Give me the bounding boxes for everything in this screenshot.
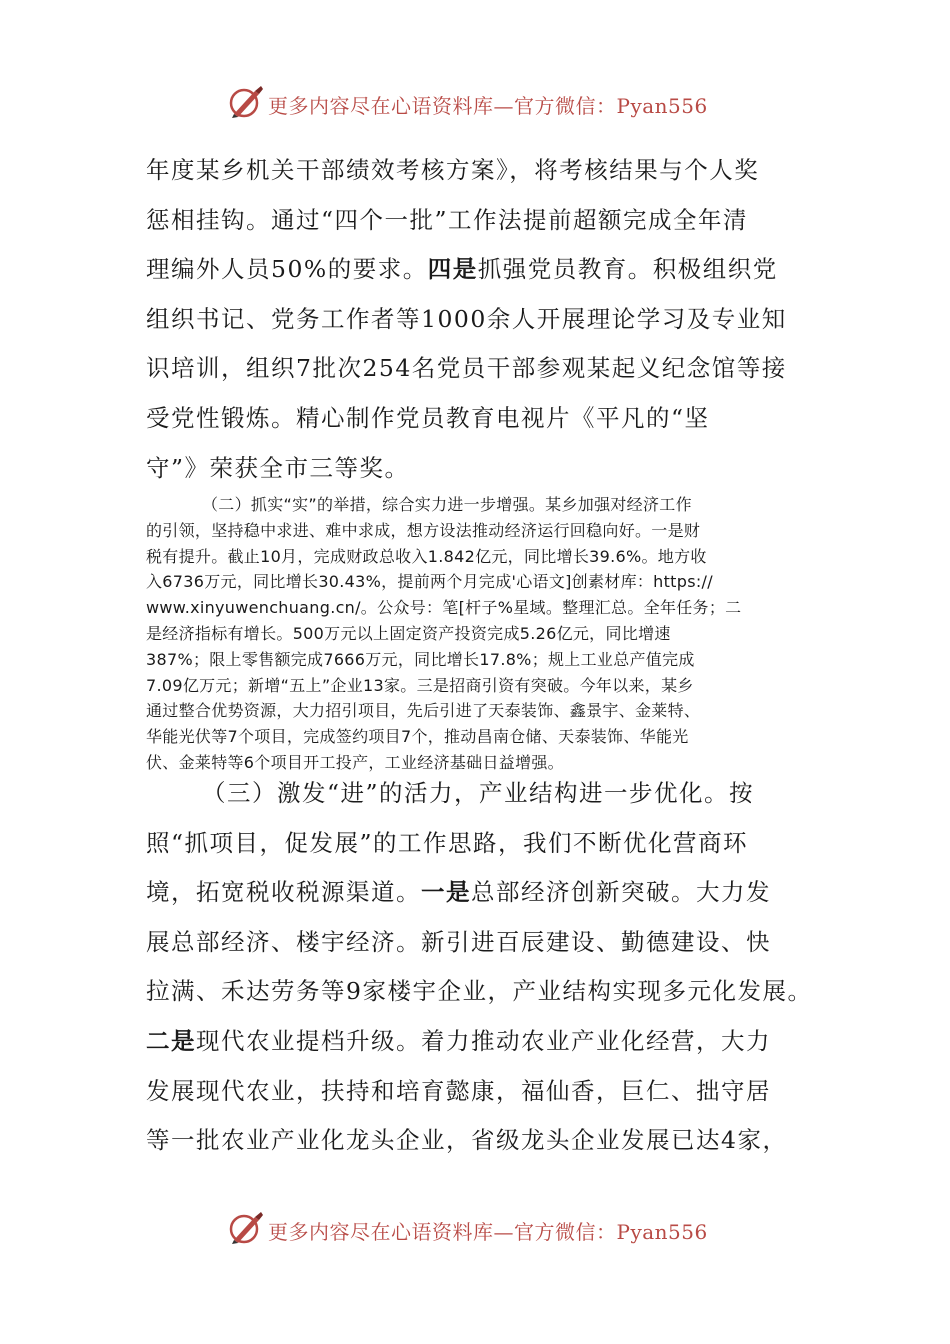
text-line: [146, 868, 826, 918]
text-line: （二）抓实“实”的举措，综合实力进一步增强。某乡加强对经济工作: [202, 495, 692, 514]
bold-lead: 一是: [421, 878, 471, 907]
text-line: 照“抓项目，促发展”的工作思路，我们不断优化营商环: [146, 828, 749, 857]
banner-text: 更多内容尽在心语资料库—官方微信：Pyan556: [268, 94, 708, 118]
text-line: 通过整合优势资源，大力招引项目，先后引进了天泰装饰、鑫景宇、金莱特、: [146, 701, 701, 721]
text-line: 入6736万元，同比增长30.43%，提前两个月完成'心语文]创素材库：https://: [146, 572, 713, 592]
pen-logo-icon: [228, 1210, 264, 1246]
banner-text: 更多内容尽在心语资料库—官方微信：Pyan556: [268, 1220, 708, 1244]
section-2: [146, 492, 806, 776]
text-line-start: 理编外人员50%的要求。: [146, 255, 428, 284]
text-line: 拉满、禾达劳务等9家楼宇企业，产业结构实现多元化发展。: [146, 977, 813, 1006]
text-line-rest: 现代农业提档升级。着力推动农业产业化经营，大力: [196, 1026, 771, 1055]
text-line: 7.09亿万元；新增“五上”企业13家。三是招商引资有突破。今年以来，某乡: [146, 675, 694, 695]
text-line: 受党性锻炼。精心制作党员教育电视片《平凡的“坚: [146, 403, 710, 432]
text-line: 识培训，组织7批次254名党员干部参观某起义纪念馆等接: [146, 354, 787, 383]
text-line: 组织书记、党务工作者等1000余人开展理论学习及专业知: [146, 304, 787, 333]
text-line: 是经济指标有增长。500万元以上固定资产投资完成5.26亿元，同比增速: [146, 623, 671, 643]
text-line: 等一批农业产业化龙头企业，省级龙头企业发展已达4家，: [146, 1126, 788, 1155]
text-line: 展总部经济、楼宇经济。新引进百辰建设、勤德建设、快: [146, 927, 771, 956]
bold-lead: 四是: [427, 255, 478, 284]
bold-lead: 二是: [146, 1026, 196, 1055]
text-line: [146, 245, 826, 295]
text-line: 387%；限上零售额完成7666万元，同比增长17.8%；规上工业总产值完成: [146, 649, 695, 669]
footer-banner: [228, 1208, 748, 1248]
text-line: 年度某乡机关干部绩效考核方案》，将考核结果与个人奖: [146, 156, 760, 184]
text-line-start: 境，拓宽税收税源渠道。: [146, 878, 421, 907]
text-line: 华能光伏等7个项目，完成签约项目7个，推动昌南仓储、天泰装饰、华能光: [146, 727, 689, 747]
text-line: 惩相挂钩。通过“四个一批”工作法提前超额完成全年清: [146, 205, 749, 234]
text-line: 税有提升。截止10月，完成财政总收入1.842亿元，同比增长39.6%。地方收: [146, 546, 707, 566]
text-line: 守”》荣获全市三等奖。: [146, 453, 410, 482]
text-line: 的引领，坚持稳中求进、难中求成，想方设法推动经济运行回稳向好。一是财: [146, 520, 701, 540]
text-line: 伏、金莱特等6个项目开工投产，工业经济基础日益增强。: [146, 752, 564, 772]
header-banner: [228, 82, 748, 122]
text-line: （三）激发“进”的活力，产业结构进一步优化。按: [202, 779, 755, 807]
pen-logo-icon: [228, 84, 264, 120]
text-line: 发展现代农业，扶持和培育懿康，福仙香，巨仁、拙守居: [146, 1076, 771, 1105]
text-line-rest: 总部经济创新突破。大力发: [471, 878, 771, 907]
text-line-rest: 抓强党员教育。积极组织党: [477, 255, 778, 284]
section-3: [146, 769, 826, 1166]
text-line: www.xinyuwenchuang.cn/。公众号：笔[杆子%星域。整理汇总。全年任务；二: [146, 598, 742, 618]
section-1: [146, 146, 826, 493]
text-line: [146, 1017, 826, 1067]
